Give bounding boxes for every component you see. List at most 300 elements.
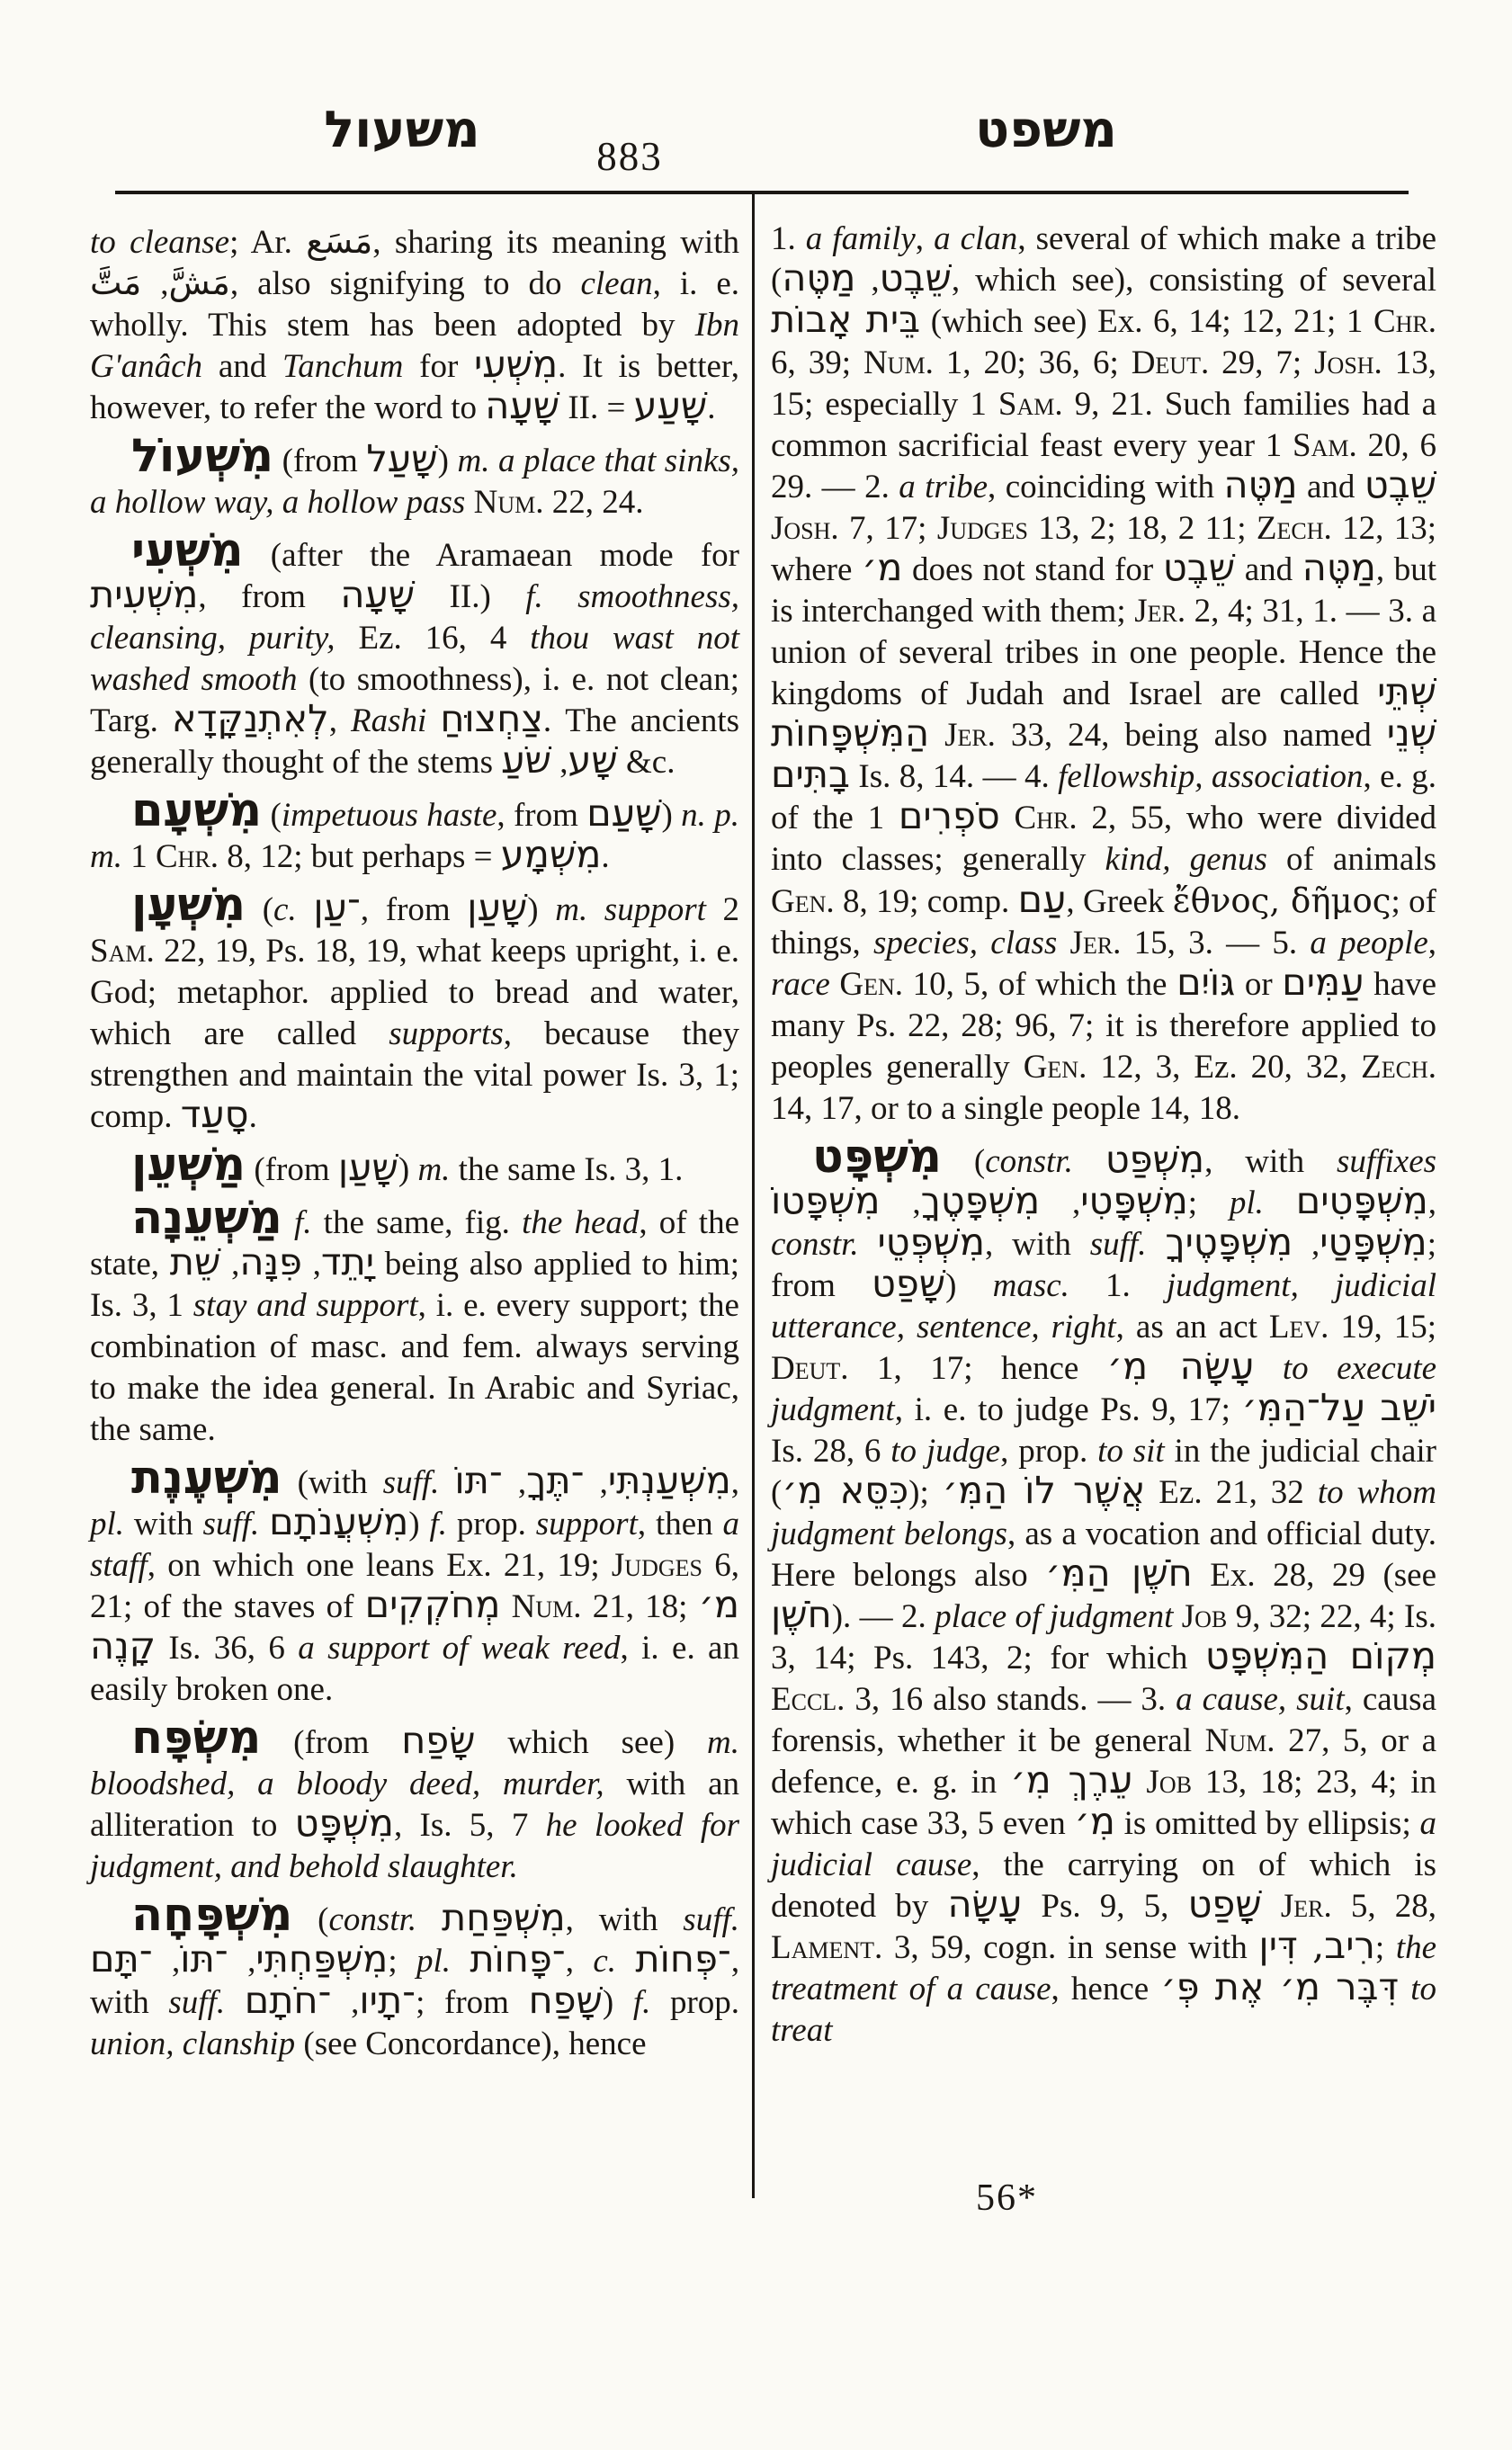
hebrew-text: ־חֹתָם bbox=[244, 1979, 332, 2022]
text-run: ) bbox=[602, 1984, 633, 2021]
text-run: 5, 28, bbox=[1331, 1888, 1437, 1925]
text-run: 1. bbox=[771, 220, 806, 257]
text-run: in the judicial chair ( bbox=[771, 1433, 1436, 1511]
text-run: 13, 18; 23, 4; in which case 33, 5 even bbox=[771, 1764, 1437, 1842]
hebrew-text: שְׁנֵי בָתִּים bbox=[771, 711, 1437, 796]
hebrew-text: מ׳ bbox=[862, 546, 903, 589]
hebrew-text: שֹׁעַ bbox=[501, 738, 551, 782]
italic-text: a judicial cause bbox=[771, 1805, 1436, 1883]
text-run: ; from bbox=[771, 1226, 1436, 1304]
text-run: , causa forensis, whether it be general bbox=[771, 1681, 1436, 1759]
hebrew-text: שֵׁבֶט bbox=[1364, 463, 1437, 506]
text-run: 12, 13; where bbox=[771, 510, 1437, 588]
dictionary-entry bbox=[90, 1888, 740, 2065]
right-column bbox=[771, 219, 1436, 2052]
text-run: Is. 36, 6 bbox=[156, 1630, 299, 1667]
hebrew-text: חֹשֶׁן הַמִּ׳ bbox=[1045, 1551, 1193, 1595]
italic-text: f. smoothness, cleansing, purity, bbox=[90, 578, 739, 657]
entry-headword: מִשְׁעָן bbox=[131, 878, 246, 932]
text-run: . bbox=[601, 838, 610, 875]
hebrew-text: שְׁתֵּי הַמִּשְׁפָּחוֹת bbox=[771, 670, 1436, 755]
text-run: 3, 16 also stands. — 3. bbox=[845, 1681, 1176, 1718]
text-run: , as a vocation and official duty. Here belongs also bbox=[771, 1516, 1436, 1594]
text-run: , bbox=[730, 1464, 740, 1501]
text-run: , i. e. every support; the combination of masc. and fem. always serving to make the idea general. In Arabic and Syriac, the same. bbox=[90, 1287, 739, 1448]
text-run: ). — 2. bbox=[831, 1598, 935, 1635]
text-run: 2, 4; 31, 1. — 3. a union of several tribes in one people. Hence the kingdoms of Judah and Israel are called bbox=[771, 593, 1436, 712]
dictionary-entry bbox=[771, 1130, 1437, 2052]
text-run: 1. bbox=[1069, 1267, 1167, 1304]
text-run bbox=[297, 891, 314, 928]
hebrew-text: שָׂפַח bbox=[401, 1719, 476, 1762]
entry-headword: מִשְׁעָם bbox=[131, 783, 263, 837]
text-run: 27, 5, or a defence, e. g. in bbox=[771, 1722, 1436, 1801]
italic-text: he looked for judgment, and behold slaughter. bbox=[90, 1807, 739, 1885]
text-run: (from bbox=[261, 1724, 402, 1761]
book-reference: Num. bbox=[511, 1588, 582, 1625]
text-run: , with bbox=[985, 1226, 1090, 1263]
dictionary-entry bbox=[90, 222, 739, 429]
text-run: prop. bbox=[650, 1984, 740, 2021]
book-reference: Lament. bbox=[771, 1929, 883, 1966]
text-run: , bbox=[584, 1464, 608, 1501]
text-run: 1 bbox=[867, 800, 1015, 836]
italic-text: to treat bbox=[771, 1971, 1436, 2049]
entry-headword: מַשְׁעֵנָה bbox=[131, 1191, 282, 1245]
text-run: 8, 12; but perhaps = bbox=[219, 838, 501, 875]
hebrew-text: ־תּוֹ bbox=[454, 1459, 503, 1502]
book-reference: Num. bbox=[1204, 1722, 1275, 1759]
hebrew-text: שָׁעַם bbox=[586, 791, 662, 835]
hebrew-text: ־פָּחוֹת bbox=[470, 1937, 566, 1981]
italic-text: to cleanse bbox=[90, 224, 230, 261]
italic-text: a tribe bbox=[899, 469, 989, 505]
hebrew-text: צַחְצוּחַ bbox=[440, 697, 543, 740]
hebrew-text: מִשְׁפָּטוֹ bbox=[771, 1179, 881, 1222]
text-run: , bbox=[550, 744, 568, 781]
text-run: 21, 18; bbox=[581, 1588, 699, 1625]
italic-text: pl. bbox=[416, 1943, 451, 1980]
hebrew-text: גּוֹיִם bbox=[1176, 961, 1236, 1004]
hebrew-text: עָשָׂה bbox=[947, 1882, 1023, 1926]
text-run: ( bbox=[941, 1143, 986, 1180]
dictionary-entry bbox=[90, 1138, 739, 1192]
text-run: ( bbox=[262, 797, 282, 834]
text-run: , bbox=[331, 1984, 360, 2021]
italic-text: a staff bbox=[90, 1506, 740, 1584]
text-run bbox=[500, 1588, 511, 1625]
book-reference: Gen. bbox=[839, 966, 903, 1003]
text-run: &c. bbox=[617, 744, 675, 781]
text-run: 19, 15; bbox=[1329, 1309, 1437, 1346]
italic-text: to whom judgment belongs bbox=[771, 1474, 1436, 1552]
book-reference: Jer. bbox=[1069, 925, 1122, 961]
hebrew-text: מִשְׁפָּטִי bbox=[1080, 1179, 1188, 1222]
text-run: 14, 17, or to a single people 14, 18. bbox=[771, 1090, 1241, 1127]
text-run: (to smoothness), i. e. not clean; Targ. bbox=[90, 661, 739, 739]
text-run bbox=[465, 484, 473, 521]
text-run bbox=[830, 966, 840, 1003]
text-run bbox=[1146, 1226, 1165, 1263]
text-run: . bbox=[707, 389, 716, 426]
italic-text: Tanchum bbox=[282, 348, 404, 385]
hebrew-text: ־תָיו bbox=[359, 1979, 416, 2022]
text-run: and bbox=[1297, 469, 1364, 505]
text-run: , but is interchanged with them; bbox=[771, 551, 1436, 630]
text-run: , bbox=[502, 1464, 527, 1501]
italic-text: m. a place that sinks, a hollow way, a hollow pass bbox=[90, 443, 740, 521]
text-run: , sharing its meaning with bbox=[372, 224, 739, 261]
italic-text: suffixes bbox=[1337, 1143, 1437, 1180]
dictionary-entry bbox=[90, 878, 739, 1138]
text-run: for bbox=[403, 348, 475, 385]
book-reference: Sam. bbox=[90, 933, 155, 970]
book-reference: Sam. bbox=[998, 386, 1063, 423]
hebrew-text: מִשְׁעֲנֹתָם bbox=[269, 1500, 409, 1543]
header-rule bbox=[115, 191, 1409, 194]
text-run: , bbox=[1427, 1185, 1437, 1221]
hebrew-text: מִשְׁעִי bbox=[474, 343, 559, 386]
text-run: , bbox=[1040, 1185, 1081, 1221]
text-run: , i. e. to judge Ps. 9, 17; bbox=[894, 1391, 1242, 1428]
text-run: . It is better, however, to refer the word to bbox=[90, 348, 739, 426]
text-run: have many Ps. 22, 28; 96, 7; it is therefore applied to peoples generally bbox=[771, 966, 1436, 1086]
hebrew-text: ־פְּחוֹת bbox=[635, 1937, 731, 1981]
hebrew-text: מִ׳ bbox=[1074, 1800, 1115, 1843]
text-run: ; bbox=[388, 1943, 416, 1980]
text-run bbox=[929, 717, 944, 754]
text-run: , bbox=[915, 220, 935, 257]
text-run: ( bbox=[246, 891, 274, 928]
dictionary-entry bbox=[90, 783, 740, 878]
text-run: , Is. 5, 7 bbox=[393, 1807, 546, 1844]
text-run: does not stand for bbox=[902, 551, 1163, 588]
text-run: , also signifying to do bbox=[229, 265, 581, 302]
text-run: ; bbox=[1187, 1185, 1230, 1221]
italic-text: Rashi bbox=[350, 702, 427, 739]
italic-text: m. bbox=[417, 1151, 451, 1188]
text-run bbox=[451, 1943, 470, 1980]
text-run: (after the Aramaean mode for bbox=[243, 537, 739, 574]
text-run: , the carrying on of which is denoted by bbox=[771, 1846, 1436, 1925]
text-run: 3, 59, cogn. in sense with bbox=[882, 1929, 1259, 1966]
hebrew-text: מִשְׁפָּט bbox=[294, 1802, 394, 1845]
hebrew-text: שָׁעַל bbox=[366, 437, 438, 480]
text-run: , with bbox=[90, 1943, 740, 2021]
italic-text: m. bloodshed, a bloody deed, murder, bbox=[90, 1724, 739, 1802]
text-run: 15, 3. — 5. bbox=[1121, 925, 1311, 961]
italic-text: stay and support bbox=[192, 1287, 418, 1324]
page-number: 883 bbox=[596, 134, 663, 179]
entry-headword: מִשְׁפָּט bbox=[812, 1130, 942, 1184]
dictionary-entry bbox=[90, 429, 740, 523]
hebrew-text: מִשְׁפְּטֵי bbox=[877, 1221, 986, 1264]
text-run: with bbox=[124, 1506, 203, 1542]
text-run: 12, 3, Ez. 20, 32, bbox=[1087, 1049, 1362, 1086]
text-run: , hence bbox=[1051, 1971, 1161, 2007]
dictionary-entry bbox=[771, 219, 1436, 1130]
hebrew-text: מִשְׁעִית bbox=[90, 573, 199, 616]
italic-text: judgment, judicial utterance, sentence, right bbox=[771, 1267, 1436, 1346]
text-run: ); bbox=[908, 1474, 943, 1511]
hebrew-text: שָׁפַט bbox=[872, 1262, 946, 1305]
text-run: , bbox=[328, 702, 351, 739]
hebrew-text: רִיב, דִּין bbox=[1258, 1924, 1375, 1967]
text-run: , several of which make a tribe ( bbox=[771, 220, 1437, 299]
hebrew-text: מַטֶּה bbox=[1223, 463, 1298, 506]
italic-text: race bbox=[771, 966, 830, 1003]
italic-text: constr. bbox=[985, 1143, 1073, 1180]
italic-text: f. bbox=[293, 1204, 312, 1241]
italic-text: a people bbox=[1310, 925, 1428, 961]
text-run: 1, 20; 36, 6; bbox=[933, 344, 1132, 381]
book-reference: Job bbox=[1181, 1598, 1228, 1635]
hebrew-text: שֵׁבֶט bbox=[879, 256, 952, 300]
book-reference: Lev. bbox=[1268, 1309, 1329, 1346]
text-run: ; bbox=[1374, 1929, 1396, 1966]
column-divider-rule bbox=[752, 194, 755, 2198]
entry-headword: מִשְׂפָּח bbox=[131, 1711, 262, 1765]
text-run: Is. 28, 6 bbox=[771, 1433, 891, 1470]
hebrew-text: דִּבֶּר מִ׳ אֶת פְּ׳ bbox=[1160, 1965, 1400, 2008]
book-reference: Josh. bbox=[771, 510, 839, 547]
hebrew-text: סֹפְרִים bbox=[898, 794, 1000, 837]
book-reference: Judges bbox=[936, 510, 1028, 547]
hebrew-text: מִשְׁפָּטִים bbox=[1295, 1179, 1428, 1222]
text-run bbox=[1254, 1350, 1283, 1387]
hebrew-text: אֲשֶׁר לוֹ הַמִּ׳ bbox=[942, 1469, 1146, 1512]
hebrew-text: עָשָׂה מִ׳ bbox=[1106, 1345, 1255, 1388]
arabic-text: مَتَّ bbox=[90, 263, 142, 302]
book-reference: Jer. bbox=[1280, 1888, 1332, 1925]
book-reference: Chr. bbox=[155, 838, 219, 875]
book-reference: Job bbox=[1146, 1764, 1192, 1801]
text-run: 22, 19, Ps. 18, 19, what keeps upright, i. e. God; metaphor. applied to bread and water, which are called bbox=[90, 933, 739, 1052]
text-run: or bbox=[1235, 966, 1283, 1003]
hebrew-text: שָׁעַן bbox=[467, 886, 528, 929]
italic-text: impetuous haste bbox=[281, 797, 497, 834]
book-reference: Gen. bbox=[771, 883, 835, 920]
header-catchword-left: משעול bbox=[324, 100, 480, 159]
text-run: , with bbox=[565, 1901, 684, 1938]
italic-text: union, clanship bbox=[90, 2025, 296, 2062]
text-run: ) bbox=[527, 891, 556, 928]
text-run: , i. e. an easily broken one. bbox=[90, 1630, 739, 1708]
italic-text: m. support bbox=[555, 891, 706, 928]
text-run: (with bbox=[282, 1464, 383, 1501]
text-run: , as an act bbox=[1115, 1309, 1269, 1346]
hebrew-text: מַטֶּה bbox=[782, 256, 856, 300]
text-run bbox=[1073, 1143, 1105, 1180]
book-reference: Zech. bbox=[1256, 510, 1332, 547]
text-run: Ps. 9, 5, bbox=[1022, 1888, 1188, 1925]
text-run: ) bbox=[398, 1151, 418, 1188]
hebrew-text: מִשְׁפַּחְתִּי bbox=[255, 1937, 389, 1981]
italic-text: to judge bbox=[890, 1433, 1001, 1470]
text-run: 6, 21; of the staves of bbox=[90, 1547, 740, 1625]
italic-text: a support of weak reed bbox=[298, 1630, 621, 1667]
text-run: Ez. 21, 32 bbox=[1145, 1474, 1318, 1511]
entry-headword: מִשְׁפָּחָה bbox=[131, 1888, 293, 1942]
italic-text: suff. bbox=[382, 1464, 440, 1501]
italic-text: the head bbox=[522, 1204, 640, 1241]
text-run bbox=[259, 1506, 269, 1542]
hebrew-text: שָׁפַח bbox=[528, 1979, 603, 2022]
text-run: , bbox=[565, 1943, 594, 1980]
text-run: 6, 39; bbox=[771, 344, 863, 381]
text-run: , bbox=[141, 265, 169, 302]
italic-text: clean bbox=[580, 265, 653, 302]
italic-text: to sit bbox=[1097, 1433, 1165, 1470]
hebrew-text: בֵּית אָבוֹת bbox=[771, 298, 921, 341]
text-run: 2 bbox=[705, 891, 739, 928]
text-run: 8, 19; comp. bbox=[834, 883, 1018, 920]
text-run: 29, 7; bbox=[1209, 344, 1315, 381]
book-reference: Jer. bbox=[944, 717, 996, 754]
italic-text: species, class bbox=[872, 925, 1058, 961]
italic-text: pl. bbox=[90, 1506, 125, 1542]
text-run: 10, 5, of which the bbox=[903, 966, 1177, 1003]
text-run: 2, 55, who were divided into classes; generally bbox=[771, 800, 1437, 878]
hebrew-text: פִּנָּה bbox=[239, 1240, 302, 1283]
hebrew-text: יֹשֵׁב עַל־הַמִּ׳ bbox=[1241, 1386, 1436, 1429]
hebrew-text: עַם bbox=[1017, 878, 1067, 921]
text-run: , bbox=[1293, 1226, 1320, 1263]
text-run: being also applied to him; Is. 3, 1 bbox=[90, 1246, 740, 1324]
text-run: with an alliteration to bbox=[90, 1766, 739, 1844]
italic-text: f. bbox=[429, 1506, 447, 1542]
hebrew-text: ־תָּם bbox=[90, 1937, 153, 1981]
italic-text: thou wast not washed smooth bbox=[90, 620, 739, 698]
italic-text: c. bbox=[593, 1943, 617, 1980]
text-run: 33, 24, being also named bbox=[995, 717, 1387, 754]
text-run: . bbox=[248, 1098, 257, 1135]
hebrew-text: שָׁעָה bbox=[485, 384, 560, 427]
hebrew-text: מִשְׁפָּטֶיךָ bbox=[1165, 1221, 1293, 1264]
italic-text: fellowship, association bbox=[1058, 758, 1364, 795]
text-run bbox=[1132, 1764, 1146, 1801]
hebrew-text: מִשְׁפָּטַי bbox=[1320, 1221, 1427, 1264]
book-reference: Eccl. bbox=[771, 1681, 845, 1718]
text-run: , Greek bbox=[1066, 883, 1173, 920]
hebrew-text: עֵרֶךְ מִ׳ bbox=[1010, 1758, 1133, 1802]
greek-text: ἔθνος, δῆμος bbox=[1172, 881, 1391, 920]
text-run bbox=[1173, 1598, 1181, 1635]
text-run: 9, 32; 22, 4; Is. 3, 14; Ps. 143, 2; for which bbox=[771, 1598, 1437, 1677]
text-run: ) bbox=[661, 797, 682, 834]
hebrew-text: מְקוֹם הַמִּשְׁפָּט bbox=[1204, 1634, 1436, 1677]
text-run: , bbox=[152, 1943, 181, 1980]
hebrew-text: לְאִתְנַקָּדָא bbox=[171, 697, 329, 740]
text-run: 13, 2; 18, 2 11; bbox=[1027, 510, 1257, 547]
text-run: (from bbox=[273, 443, 367, 479]
text-run: , from bbox=[198, 578, 341, 615]
text-run: II. = bbox=[559, 389, 634, 426]
text-run: , bbox=[855, 262, 880, 299]
text-run: , of the state, bbox=[90, 1204, 740, 1283]
text-run: , from bbox=[497, 797, 587, 834]
text-run bbox=[1057, 925, 1069, 961]
text-run: Ez. 16, 4 bbox=[335, 620, 531, 657]
book-reference: Gen. bbox=[1023, 1049, 1087, 1086]
hebrew-text: ־תּוֹ bbox=[180, 1937, 228, 1981]
text-run: 1 bbox=[121, 838, 156, 875]
text-run: ) bbox=[945, 1267, 993, 1304]
hebrew-text: מְחֹקְקִים bbox=[364, 1583, 501, 1626]
text-run: Ex. 28, 29 (see bbox=[1192, 1557, 1437, 1594]
hebrew-text: שֵׁבֶט bbox=[1162, 546, 1236, 589]
italic-text: a cause, suit bbox=[1176, 1681, 1345, 1718]
text-run bbox=[225, 1984, 245, 2021]
text-run bbox=[1262, 1888, 1281, 1925]
italic-text: f. bbox=[632, 1984, 651, 2021]
hebrew-text: מ׳ קָנֶה bbox=[90, 1583, 740, 1668]
hebrew-text: שָׁפַט bbox=[1187, 1882, 1262, 1926]
entry-headword: מִשְׁעוֹל bbox=[131, 429, 274, 483]
arabic-text: مَشَّ bbox=[168, 263, 230, 302]
text-run: , prop. bbox=[1000, 1433, 1098, 1470]
book-reference: Chr. bbox=[1014, 800, 1078, 836]
entry-headword: מַשְׁעֵן bbox=[131, 1138, 246, 1192]
text-run: (which see) Ex. 6, 14; 12, 21; 1 bbox=[920, 303, 1373, 340]
arabic-text: مَسَع bbox=[306, 221, 373, 261]
book-reference: Num. bbox=[473, 484, 544, 521]
text-run: , then bbox=[637, 1506, 723, 1542]
text-run: 1, 17; hence bbox=[848, 1350, 1107, 1387]
hebrew-text: מַטֶּה bbox=[1302, 546, 1376, 589]
text-run: II.) bbox=[415, 578, 526, 615]
text-run: , with bbox=[1204, 1143, 1338, 1180]
italic-text: suff. bbox=[1089, 1226, 1147, 1263]
italic-text: Ibn G'anâch bbox=[90, 307, 739, 385]
italic-text: a clan bbox=[934, 220, 1018, 257]
italic-text: constr. bbox=[771, 1226, 859, 1263]
text-run: , because they strengthen and maintain the vital power Is. 3, 1; comp. bbox=[90, 1015, 739, 1135]
entry-headword: מִשְׁעִי bbox=[131, 523, 244, 577]
hebrew-text: שָׁעַע bbox=[633, 384, 708, 427]
hebrew-text: מִשְׁפָּטֶךָ bbox=[920, 1179, 1041, 1222]
text-run: and bbox=[1235, 551, 1302, 588]
text-run: , from bbox=[360, 891, 468, 928]
text-run: of animals bbox=[1266, 841, 1437, 878]
italic-text: c. bbox=[273, 891, 297, 928]
dictionary-entry bbox=[90, 523, 740, 783]
book-reference: Jer. bbox=[1134, 593, 1186, 630]
hebrew-text: מִשְׁפַּט bbox=[1105, 1138, 1205, 1181]
italic-text: constr. bbox=[328, 1901, 417, 1938]
text-run: , bbox=[228, 1943, 256, 1980]
text-run: , bbox=[301, 1246, 321, 1283]
text-run: ) bbox=[408, 1506, 430, 1542]
text-run: 9, 21. Such families had a common sacrificial feast every year 1 bbox=[771, 386, 1436, 464]
text-run: , coinciding with bbox=[988, 469, 1224, 505]
text-run bbox=[439, 1464, 454, 1501]
book-reference: Deut. bbox=[771, 1350, 849, 1387]
italic-text: a family bbox=[805, 220, 916, 257]
book-reference: Sam. bbox=[1293, 427, 1357, 464]
text-run bbox=[1264, 1185, 1296, 1221]
text-run: , on which one leans Ex. 21, 19; bbox=[147, 1547, 612, 1584]
text-run bbox=[616, 1943, 635, 1980]
text-run: prop. bbox=[447, 1506, 536, 1542]
text-run: is omitted by ellipsis; bbox=[1114, 1805, 1420, 1842]
text-run: Is. 8, 14. — 4. bbox=[849, 758, 1059, 795]
italic-text: place of judgment bbox=[935, 1598, 1174, 1635]
hebrew-text: עַמִּים bbox=[1282, 961, 1364, 1004]
italic-text: supports bbox=[389, 1015, 504, 1052]
italic-text: n. p. m. bbox=[90, 797, 740, 875]
text-run: which see) bbox=[475, 1724, 707, 1761]
